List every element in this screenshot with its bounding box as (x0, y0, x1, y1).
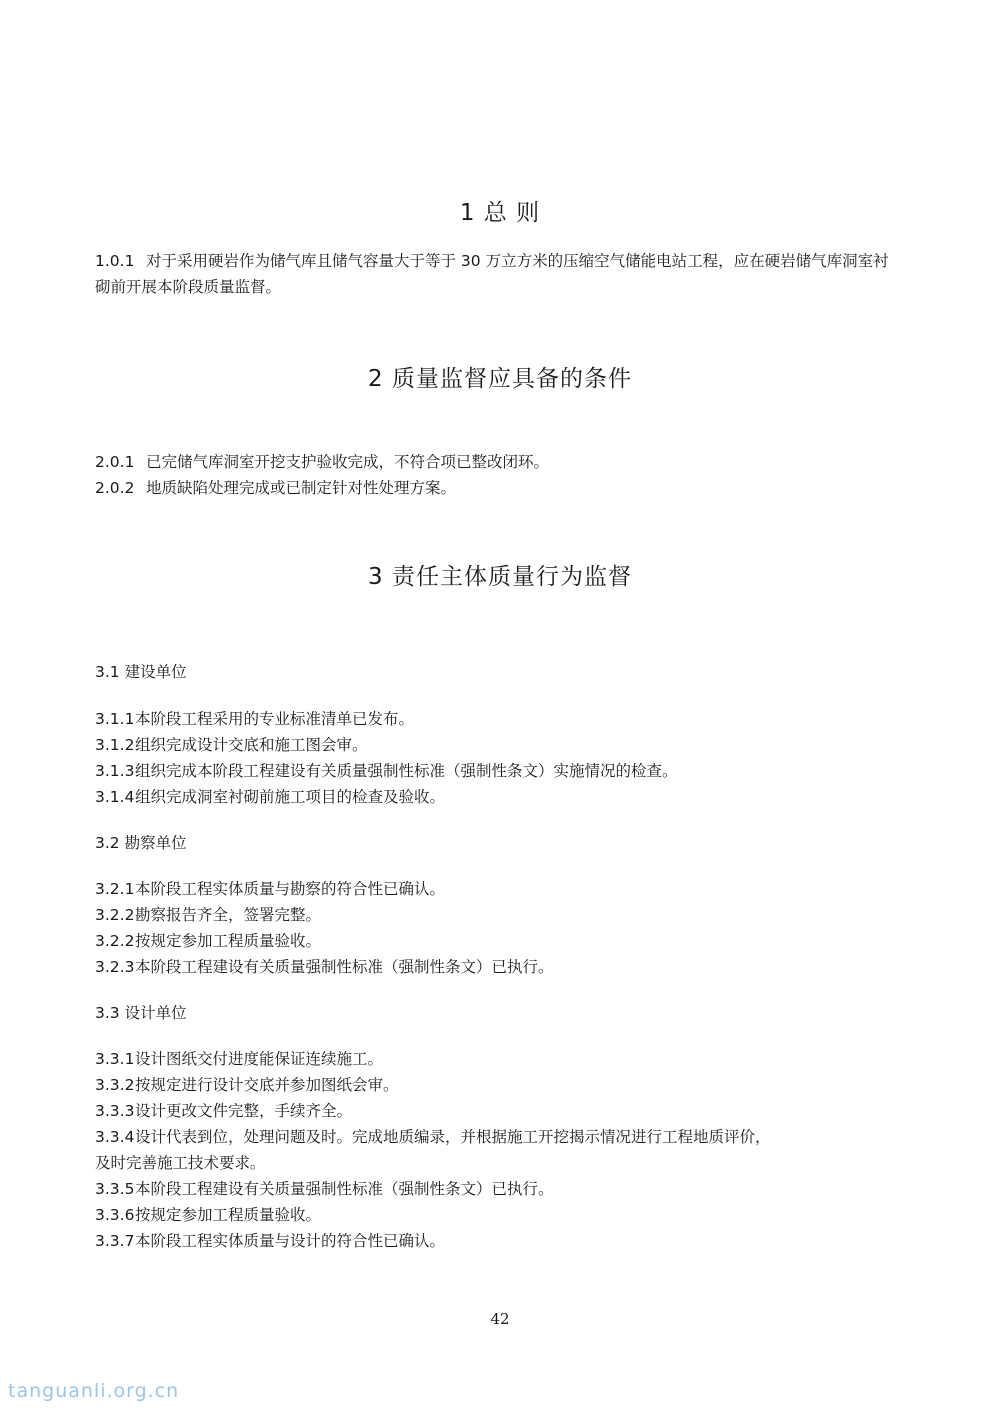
clause-number: 3.3.1 (95, 1050, 135, 1068)
clause-3-3-1 (95, 1047, 383, 1069)
clause-number: 1.0.1 (95, 252, 135, 270)
clause-text: 本阶段工程采用的专业标准清单已发布。 (135, 710, 415, 728)
clause-2-0-1 (95, 450, 549, 472)
page-number: 42 (490, 1310, 510, 1328)
section-1-title: 1 总 则 (459, 200, 541, 226)
clause-text: 及时完善施工技术要求。 (95, 1154, 266, 1172)
clause-text: 地质缺陷处理完成或已制定针对性处理方案。 (146, 479, 457, 497)
clause-number: 3.3.5 (95, 1180, 135, 1198)
clause-number: 3.3.4 (95, 1128, 135, 1146)
clause-number: 3.2.2 (95, 906, 135, 924)
clause-text: 按规定参加工程质量验收。 (135, 932, 322, 950)
clause-number: 3.2.1 (95, 880, 135, 898)
clause-number: 2.0.1 (95, 453, 135, 471)
clause-3-3-7 (95, 1229, 445, 1251)
clause-number: 3.3.3 (95, 1102, 135, 1120)
clause-3-3-4 (95, 1125, 771, 1147)
clause-number: 3.1.3 (95, 762, 135, 780)
subsection-3-2-heading: 3.2 勘察单位 (95, 834, 187, 852)
clause-text: 设计更改文件完整，手续齐全。 (135, 1102, 353, 1120)
section-3-title: 3 责任主体质量行为监督 (368, 564, 632, 590)
clause-3-2-2b (95, 929, 321, 951)
clause-3-3-3 (95, 1099, 352, 1121)
clause-3-1-1 (95, 707, 414, 729)
clause-number: 3.1.1 (95, 710, 135, 728)
clause-text: 已完储气库洞室开挖支护验收完成，不符合项已整改闭环。 (146, 453, 550, 471)
clause-number: 3.2.2 (95, 932, 135, 950)
clause-text: 本阶段工程建设有关质量强制性标准（强制性条文）已执行。 (135, 1180, 554, 1198)
section-2-title: 2 质量监督应具备的条件 (368, 366, 632, 392)
clause-number: 3.3.7 (95, 1232, 135, 1250)
clause-text: 对于采用硬岩作为储气库且储气容量大于等于 30 万立方米的压缩空气储能电站工程，应在硬岩储气库洞室衬砌前开展本阶段质量监督。 (95, 252, 889, 296)
clause-text: 本阶段工程实体质量与勘察的符合性已确认。 (135, 880, 446, 898)
clause-3-1-2 (95, 733, 368, 755)
clause-number: 3.3.6 (95, 1206, 135, 1224)
clause-text: 组织完成本阶段工程建设有关质量强制性标准（强制性条文）实施情况的检查。 (135, 762, 678, 780)
paragraph-1-0-1 (95, 248, 895, 300)
clause-2-0-2 (95, 476, 456, 498)
clause-3-1-3 (95, 759, 678, 781)
clause-text: 按规定参加工程质量验收。 (135, 1206, 322, 1224)
clause-3-2-3 (95, 955, 554, 977)
clause-3-2-2 (95, 903, 321, 925)
clause-number: 3.1.4 (95, 788, 135, 806)
clause-3-3-4-continued (95, 1151, 266, 1173)
clause-text: 组织完成设计交底和施工图会审。 (135, 736, 368, 754)
clause-text: 勘察报告齐全，签署完整。 (135, 906, 322, 924)
clause-number: 3.2.3 (95, 958, 135, 976)
clause-3-2-1 (95, 877, 445, 899)
clause-text: 设计代表到位，处理问题及时。完成地质编录，并根据施工开挖揭示情况进行工程地质评价， (135, 1128, 771, 1146)
clause-3-3-6 (95, 1203, 321, 1225)
clause-text: 按规定进行设计交底并参加图纸会审。 (135, 1076, 399, 1094)
clause-text: 设计图纸交付进度能保证连续施工。 (135, 1050, 384, 1068)
subsection-3-3-heading: 3.3 设计单位 (95, 1004, 187, 1022)
subsection-3-1-heading: 3.1 建设单位 (95, 663, 187, 681)
clause-text: 组织完成洞室衬砌前施工项目的检查及验收。 (135, 788, 446, 806)
clause-3-3-5 (95, 1177, 554, 1199)
clause-text: 本阶段工程建设有关质量强制性标准（强制性条文）已执行。 (135, 958, 554, 976)
clause-number: 2.0.2 (95, 479, 135, 497)
clause-text: 本阶段工程实体质量与设计的符合性已确认。 (135, 1232, 446, 1250)
clause-3-1-4 (95, 785, 445, 807)
clause-3-3-2 (95, 1073, 399, 1095)
site-watermark: tanguanli.org.cn (8, 1380, 180, 1402)
clause-number: 3.1.2 (95, 736, 135, 754)
clause-number: 3.3.2 (95, 1076, 135, 1094)
